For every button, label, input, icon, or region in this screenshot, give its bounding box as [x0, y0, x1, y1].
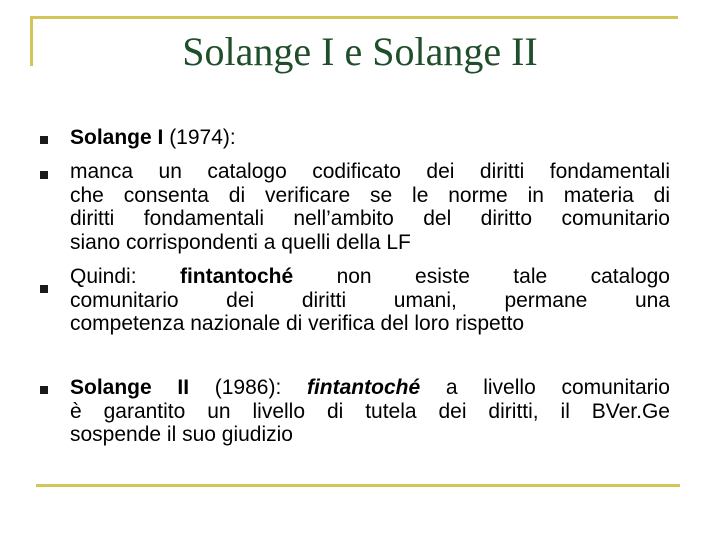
bullet-marker	[40, 136, 48, 144]
catalogo-line-2: che consenta di verificare se le norme in materia di	[70, 183, 670, 207]
bullet-marker	[40, 171, 48, 179]
solange-1-label: Solange I	[70, 126, 164, 149]
bullet-solange-1	[70, 126, 670, 150]
solange-2-date: (1986):	[189, 376, 307, 399]
bullet-quindi	[70, 265, 670, 336]
catalogo-line-1: manca un catalogo codificato dei diritti fondamentali	[70, 160, 670, 183]
solange-2-rest: a livello comunitario	[420, 376, 670, 399]
frame-top-rule	[30, 16, 678, 19]
solange-2-emph: fintantoché	[306, 376, 421, 399]
bullet-marker	[40, 386, 48, 394]
slide-title: Solange I e Solange II	[182, 29, 538, 74]
solange-1-date: (1974):	[163, 126, 236, 149]
quindi-rest: non esiste tale catalogo	[293, 265, 670, 288]
catalogo-line-4: siano corrispondenti a quelli della LF	[70, 230, 411, 254]
bullet-catalogo	[70, 160, 670, 254]
quindi-prefix: Quindi:	[70, 265, 180, 288]
solange-2-line-3: sospende il suo giudizio	[70, 423, 293, 446]
frame-bottom-rule	[36, 484, 680, 487]
solange-2-label: Solange II	[70, 376, 190, 399]
solange-2-line-2: è garantito un livello di tutela dei diritti, il BVer.Ge	[70, 399, 670, 423]
quindi-line-2: comunitario dei diritti umani, permane una	[70, 288, 670, 312]
quindi-line-3: competenza nazionale di verifica del loro rispetto	[70, 312, 525, 335]
quindi-emph: fintantoché	[179, 265, 294, 288]
bullet-solange-2	[70, 376, 670, 447]
catalogo-line-3: diritti fondamentali nell’ambito del diritto comunitario	[70, 207, 670, 230]
bullet-marker	[40, 285, 48, 293]
